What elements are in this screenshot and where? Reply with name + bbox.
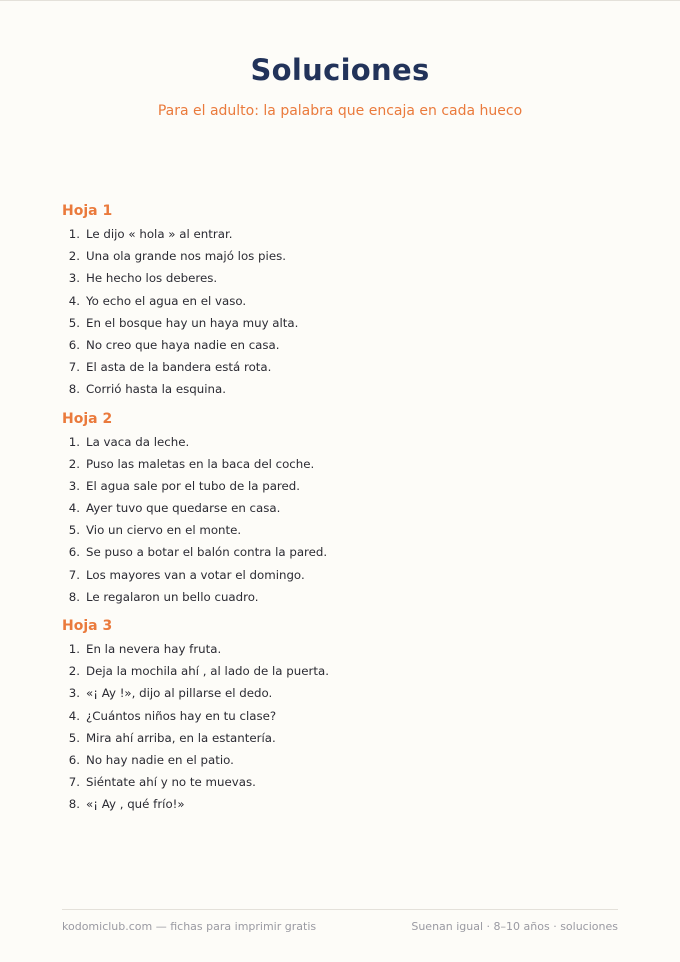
item-number: 1. — [68, 227, 80, 241]
page-footer — [62, 909, 618, 933]
item-text: Deja la mochila ahí , al lado de la puerta. — [86, 664, 329, 679]
answer-item — [62, 453, 622, 475]
answer-item — [62, 660, 622, 682]
section-title: Hoja 1 — [62, 203, 113, 219]
item-number: 1. — [68, 642, 80, 656]
item-number: 3. — [68, 478, 80, 493]
item-number: 5. — [68, 315, 80, 330]
item-number: 3. — [68, 686, 80, 701]
item-text: En el bosque hay un haya muy alta. — [86, 315, 299, 330]
item-text: Puso las maletas en la baca del coche. — [86, 456, 315, 471]
item-text: «¡ Ay , qué frío!» — [86, 797, 185, 812]
item-text: He hecho los deberes. — [86, 271, 218, 286]
answer-item — [62, 771, 622, 793]
answer-item — [62, 682, 622, 704]
item-text: No hay nadie en el patio. — [86, 752, 234, 767]
item-text: Vio un ciervo en el monte. — [86, 523, 242, 538]
item-number: 8. — [68, 382, 80, 397]
answer-item — [62, 356, 622, 378]
item-text: Corrió hasta la esquina. — [86, 382, 227, 397]
item-number: 2. — [68, 456, 80, 471]
page-subtitle: Para el adulto: la palabra que encaja en cada hueco — [157, 103, 523, 119]
answer-item — [62, 245, 622, 267]
answer-list — [62, 431, 622, 609]
footer-info-text: Suenan igual · 8–10 años · soluciones — [411, 920, 618, 933]
answer-item — [62, 564, 622, 586]
answer-item — [62, 267, 622, 289]
solutions-list — [62, 201, 622, 824]
answer-item — [62, 497, 622, 519]
section-title: Hoja 2 — [62, 410, 113, 427]
answer-item — [62, 290, 622, 312]
item-text: Siéntate ahí y no te muevas. — [86, 775, 256, 790]
answer-item — [62, 378, 622, 400]
answer-item — [62, 541, 622, 563]
item-text: En la nevera hay fruta. — [86, 642, 222, 656]
item-number: 4. — [68, 708, 80, 723]
item-text: El agua sale por el tubo de la pared. — [86, 478, 301, 493]
item-text: Yo echo el agua en el vaso. — [86, 293, 247, 308]
item-text: La vaca da leche. — [86, 434, 190, 449]
item-number: 6. — [68, 545, 80, 560]
section-hoja-1 — [62, 201, 622, 401]
answer-item — [62, 749, 622, 771]
item-text: Ayer tuvo que quedarse en casa. — [86, 501, 281, 516]
item-number: 6. — [68, 337, 80, 352]
item-text: Le dijo « hola » al entrar. — [86, 227, 233, 241]
item-number: 7. — [68, 775, 80, 790]
answer-list — [62, 223, 622, 401]
footer-site-text: kodomiclub.com — fichas para imprimir gratis — [62, 920, 317, 933]
answer-item — [62, 475, 622, 497]
item-text: Mira ahí arriba, en la estantería. — [86, 730, 276, 745]
answer-item — [62, 431, 622, 453]
item-number: 2. — [68, 664, 80, 679]
item-number: 5. — [68, 730, 80, 745]
item-number: 4. — [68, 501, 80, 516]
answer-item — [62, 586, 622, 608]
item-number: 6. — [68, 752, 80, 767]
section-hoja-2 — [62, 409, 622, 609]
item-text: ¿Cuántos niños hay en tu clase? — [86, 708, 277, 723]
answer-item — [62, 223, 622, 245]
item-number: 1. — [68, 434, 80, 449]
answer-item — [62, 793, 622, 815]
item-text: Le regalaron un bello cuadro. — [86, 589, 259, 604]
item-number: 4. — [68, 293, 80, 308]
answer-item — [62, 519, 622, 541]
item-text: Los mayores van a votar el domingo. — [86, 567, 305, 582]
answer-item — [62, 727, 622, 749]
section-hoja-3 — [62, 616, 622, 816]
answer-item — [62, 638, 622, 660]
item-number: 2. — [68, 249, 80, 264]
item-number: 5. — [68, 523, 80, 538]
item-number: 8. — [68, 797, 80, 812]
item-number: 7. — [68, 360, 80, 375]
item-number: 3. — [68, 271, 80, 286]
item-text: Se puso a botar el balón contra la pared. — [86, 545, 328, 560]
item-text: No creo que haya nadie en casa. — [86, 337, 280, 352]
item-number: 7. — [68, 567, 80, 582]
answer-list — [62, 638, 622, 816]
answer-item — [62, 705, 622, 727]
item-text: El asta de la bandera está rota. — [86, 360, 272, 375]
page-title: Soluciones — [250, 53, 430, 87]
item-text: Una ola grande nos majó los pies. — [86, 249, 286, 264]
section-title: Hoja 3 — [62, 618, 113, 634]
item-text: «¡ Ay !», dijo al pillarse el dedo. — [86, 686, 273, 701]
item-number: 8. — [68, 589, 80, 604]
answer-item — [62, 334, 622, 356]
answer-item — [62, 312, 622, 334]
